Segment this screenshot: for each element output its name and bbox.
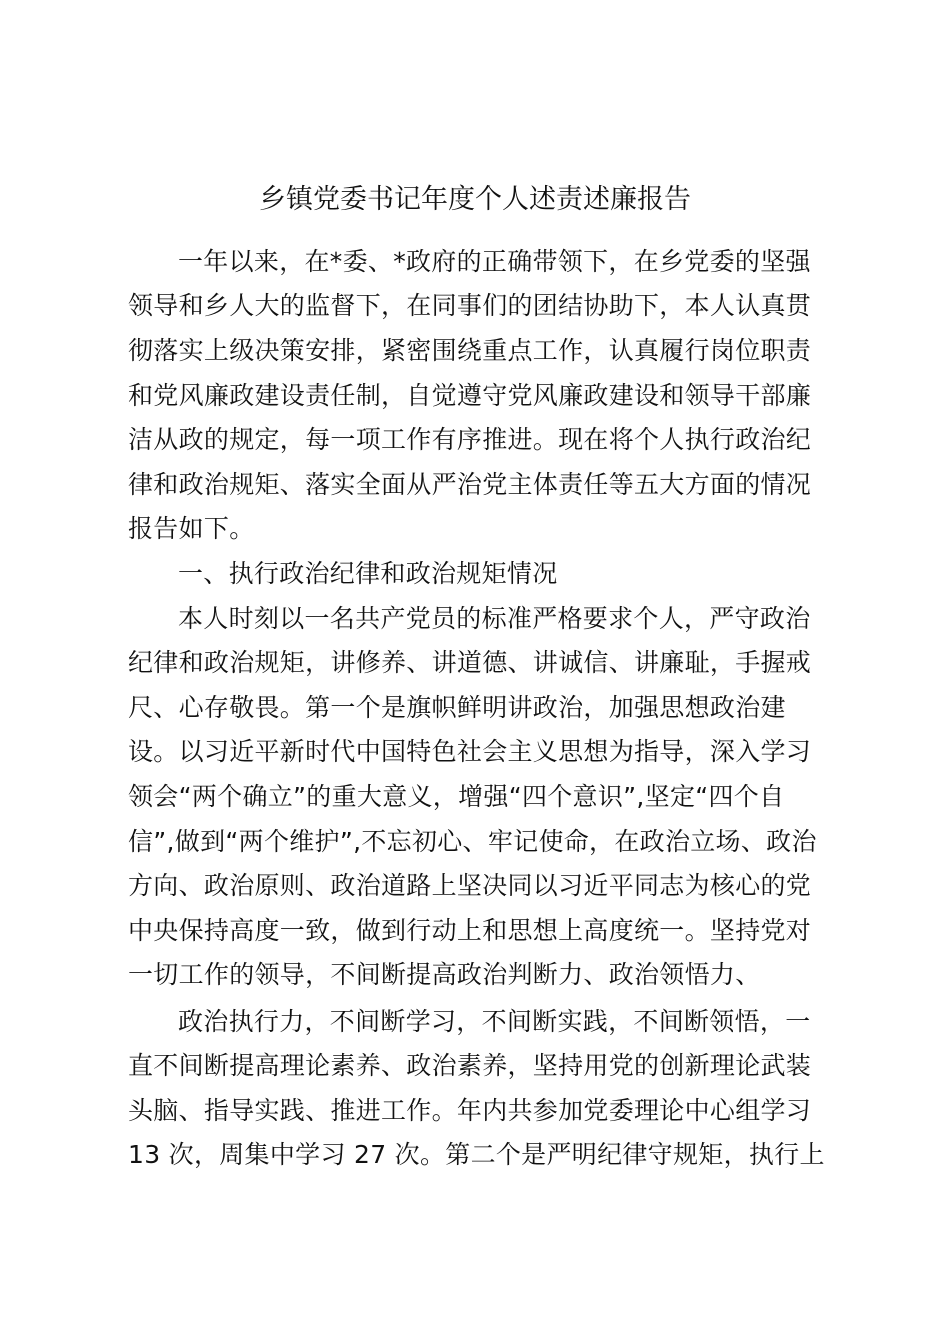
paragraph-line: 彻落实上级决策安排，紧密围绕重点工作，认真履行岗位职责	[128, 336, 812, 365]
paragraph-line: 纪律和政治规矩，讲修养、讲道德、讲诚信、讲廉耻，手握戒	[128, 648, 812, 677]
paragraph-line: 13 次，周集中学习 27 次。第二个是严明纪律守规矩，执行上	[128, 1140, 825, 1169]
paragraph-line: 报告如下。	[128, 514, 255, 543]
paragraph-line: 政治执行力，不间断学习，不间断实践，不间断领悟，一	[178, 1007, 811, 1036]
paragraph-line: 洁从政的规定，每一项工作有序推进。现在将个人执行政治纪	[128, 425, 812, 454]
paragraph-line: 一切工作的领导，不间断提高政治判断力、政治领悟力、	[128, 960, 761, 989]
paragraph-line: 设。以习近平新时代中国特色社会主义思想为指导，深入学习	[128, 737, 812, 766]
document-title: 乡镇党委书记年度个人述责述廉报告	[259, 184, 691, 215]
paragraph-line: 领会“两个确立”的重大意义，增强“四个意识”,坚定“四个自	[128, 782, 785, 811]
paragraph-line: 和党风廉政建设责任制，自觉遵守党风廉政建设和领导干部廉	[128, 381, 812, 410]
paragraph-line: 直不间断提高理论素养、政治素养，坚持用党的创新理论武装	[128, 1051, 812, 1080]
paragraph-line: 方向、政治原则、政治道路上坚决同以习近平同志为核心的党	[128, 871, 812, 900]
paragraph-line: 本人时刻以一名共产党员的标准严格要求个人，严守政治	[178, 604, 811, 633]
paragraph-line: 信”,做到“两个维护”,不忘初心、牢记使命，在政治立场、政治	[128, 827, 817, 856]
paragraph-line: 律和政治规矩、落实全面从严治党主体责任等五大方面的情况	[128, 470, 812, 499]
paragraph-line: 头脑、指导实践、推进工作。年内共参加党委理论中心组学习	[128, 1096, 812, 1125]
paragraph-line: 中央保持高度一致，做到行动上和思想上高度统一。坚持党对	[128, 916, 812, 945]
paragraph-line: 领导和乡人大的监督下，在同事们的团结协助下，本人认真贯	[128, 291, 812, 320]
paragraph-line: 尺、心存敬畏。第一个是旗帜鲜明讲政治，加强思想政治建	[128, 693, 786, 722]
paragraph-line: 一年以来，在*委、*政府的正确带领下，在乡党委的坚强	[178, 247, 811, 276]
section-heading: 一、执行政治纪律和政治规矩情况	[178, 559, 558, 588]
